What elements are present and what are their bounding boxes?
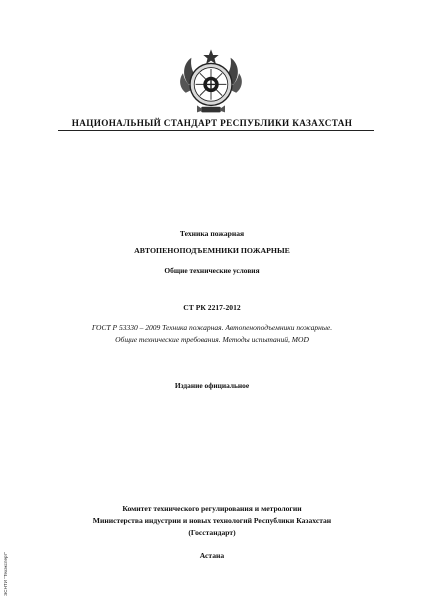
national-standard-heading: НАЦИОНАЛЬНЫЙ СТАНДАРТ РЕСПУБЛИКИ КАЗАХСТАН [71, 118, 353, 128]
publisher-line-3: (Госстандарт) [188, 528, 236, 537]
publication-city: Астана [199, 551, 225, 560]
document-subtitle: Общие технические условия [164, 266, 260, 275]
standard-code: СТ РК 2217-2012 [183, 303, 241, 312]
publisher-line-1: Комитет технического регулирования и метрологии [122, 504, 302, 513]
state-emblem-icon [176, 48, 246, 118]
related-standard-line-1: ГОСТ Р 53330 – 2009 Техника пожарная. Автопеноподъемники пожарные. [91, 323, 333, 332]
publisher-line-2: Министерства индустрии и новых технологий Республики Казахстан [92, 516, 332, 525]
side-stamp: ЭСНТИ "Техэксперт" [3, 551, 8, 596]
document-title: АВТОПЕНОПОДЪЕМНИКИ ПОЖАРНЫЕ [134, 246, 290, 255]
edition-note: Издание официальное [174, 381, 250, 390]
header-divider [58, 130, 374, 131]
document-category: Техника пожарная [179, 229, 245, 238]
related-standard-line-2: Общие технические требования. Методы испытаний, MOD [115, 335, 309, 344]
